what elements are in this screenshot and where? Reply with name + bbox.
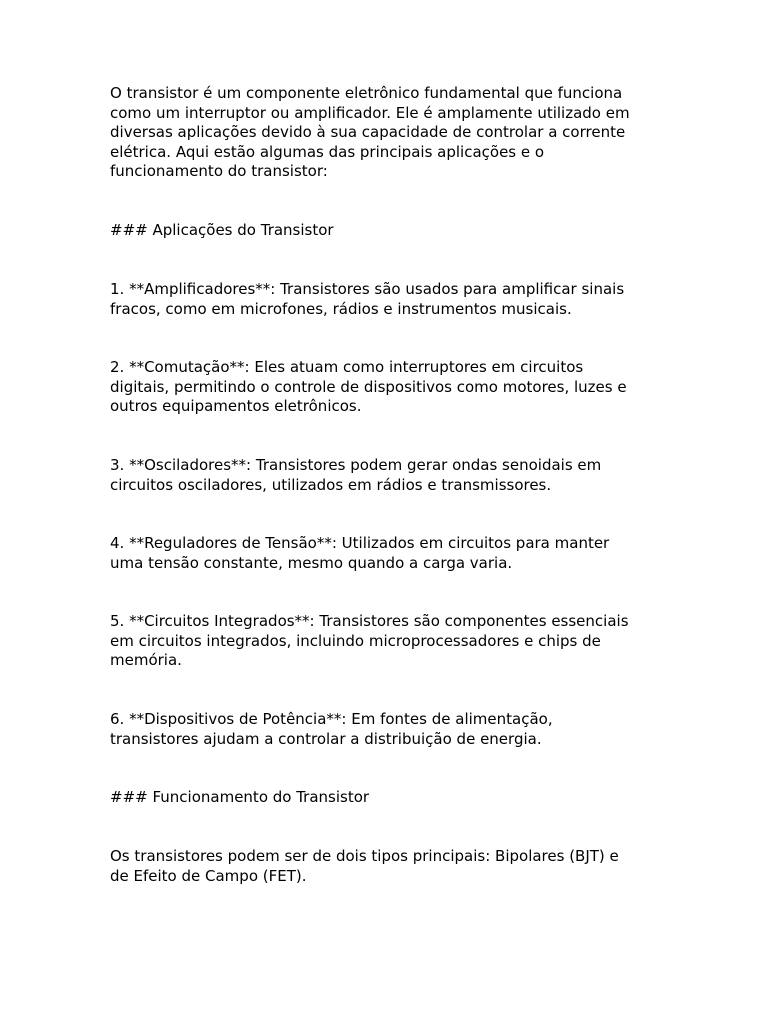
text-line: 6. **Dispositivos de Potência**: Em fontes de alimentação,	[110, 710, 553, 728]
text-line: uma tensão constante, mesmo quando a carga varia.	[110, 553, 513, 572]
text-line: como um interruptor ou amplificador. Ele é amplamente utilizado em	[110, 103, 630, 122]
text-line: de Efeito de Campo (FET).	[110, 866, 307, 885]
tipos-paragraph	[110, 847, 670, 886]
list-item-amplificadores	[110, 280, 670, 319]
text-line: outros equipamentos eletrônicos.	[110, 397, 362, 416]
text-line: transistores ajudam a controlar a distribuição de energia.	[110, 729, 542, 748]
text-line: digitais, permitindo o controle de dispositivos como motores, luzes e	[110, 377, 627, 396]
list-item-osciladores	[110, 456, 670, 495]
text-line: 3. **Osciladores**: Transistores podem gerar ondas senoidais em	[110, 456, 602, 474]
text-line: Os transistores podem ser de dois tipos principais: Bipolares (BJT) e	[110, 847, 619, 865]
text-line: fracos, como em microfones, rádios e instrumentos musicais.	[110, 299, 572, 318]
text-line: diversas aplicações devido à sua capacidade de controlar a corrente	[110, 123, 626, 142]
text-line: 4. **Reguladores de Tensão**: Utilizados em circuitos para manter	[110, 534, 610, 552]
text-line: O transistor é um componente eletrônico fundamental que funciona	[110, 84, 623, 102]
heading-text: ### Funcionamento do Transistor	[110, 788, 370, 806]
text-line: memória.	[110, 651, 182, 670]
text-line: 5. **Circuitos Integrados**: Transistores são componentes essenciais	[110, 612, 629, 630]
text-line: 2. **Comutação**: Eles atuam como interruptores em circuitos	[110, 358, 584, 376]
text-line: 1. **Amplificadores**: Transistores são usados para amplificar sinais	[110, 280, 625, 298]
text-line: circuitos osciladores, utilizados em rádios e transmissores.	[110, 475, 552, 494]
heading-text: ### Aplicações do Transistor	[110, 221, 334, 239]
section-heading-funcionamento	[110, 788, 670, 808]
section-heading-aplicacoes	[110, 221, 670, 241]
list-item-circuitos-integrados	[110, 612, 670, 671]
text-line: em circuitos integrados, incluindo microprocessadores e chips de	[110, 631, 601, 650]
text-line: funcionamento do transistor:	[110, 162, 328, 181]
list-item-reguladores	[110, 534, 670, 573]
text-line: elétrica. Aqui estão algumas das principais aplicações e o	[110, 142, 545, 161]
intro-paragraph	[110, 84, 670, 182]
list-item-comutacao	[110, 358, 670, 417]
list-item-dispositivos-potencia	[110, 710, 670, 749]
